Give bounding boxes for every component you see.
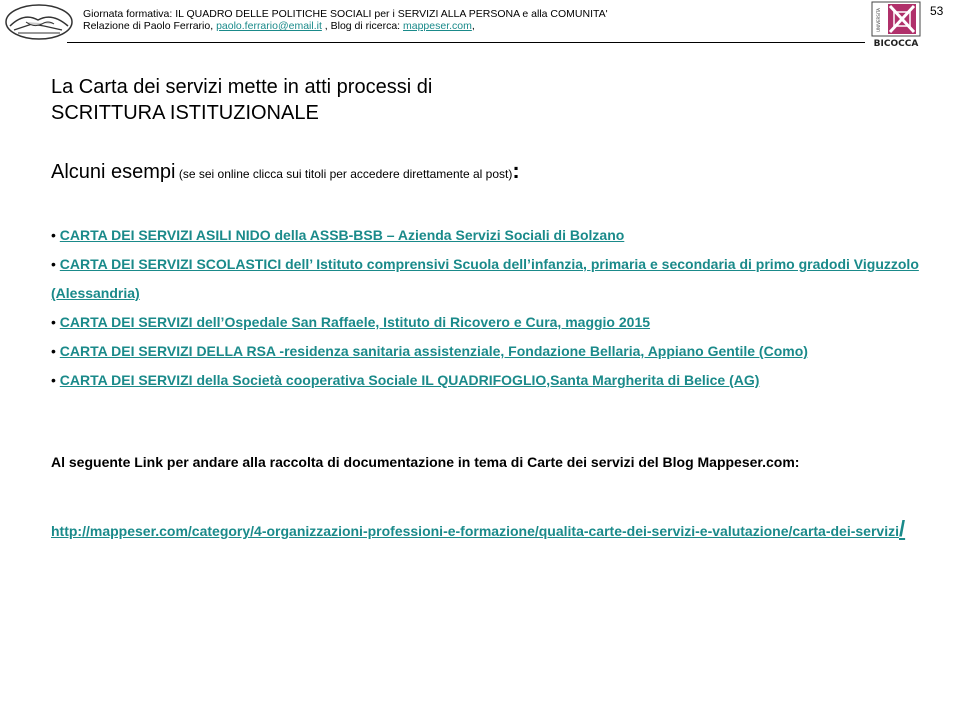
university-crest-icon <box>868 0 924 48</box>
bullet: • <box>51 227 60 243</box>
example-link-servizi-scolastici[interactable]: CARTA DEI SERVIZI SCOLASTICI dell’ Istituto comprensivi Scuola dell’infanzia, primaria e secondaria di primo gradodi Viguzzolo (Alessandria) <box>51 256 919 301</box>
slide-title <box>51 74 432 126</box>
examples-heading-note: (se sei online clicca sui titoli per accedere direttamente al post) <box>175 167 513 181</box>
examples-heading <box>51 158 520 184</box>
example-link-quadrifoglio[interactable]: CARTA DEI SERVIZI della Società cooperativa Sociale IL QUADRIFOGLIO,Santa Margherita di Belice (AG) <box>59 372 760 388</box>
header-line1: Giornata formativa: IL QUADRO DELLE POLITICHE SOCIALI per i SERVIZI ALLA PERSONA e alla COMUNITA' <box>83 8 608 20</box>
examples-list <box>51 221 931 395</box>
logo-right-text: BICOCCA <box>873 39 919 48</box>
slide-header <box>0 0 960 50</box>
page-number: 53 <box>930 4 944 18</box>
footer-note: Al seguente Link per andare alla raccolta di documentazione in tema di Carte dei servizi del Blog Mappeser.com: <box>51 454 800 470</box>
bullet: • <box>51 343 60 359</box>
example-link-asili-nido[interactable]: CARTA DEI SERVIZI ASILI NIDO della ASSB-BSB – Azienda Servizi Sociali di Bolzano <box>59 227 625 243</box>
examples-heading-colon: : <box>512 158 520 183</box>
bullet: • <box>51 314 60 330</box>
example-link-rsa-bellaria[interactable]: CARTA DEI SERVIZI DELLA RSA -residenza sanitaria assistenziale, Fondazione Bellaria, Appiano Gentile (Como) <box>59 343 808 359</box>
bullet: • <box>51 372 60 388</box>
bullet: • <box>51 256 60 272</box>
example-link-san-raffaele[interactable]: CARTA DEI SERVIZI dell’Ospedale San Raffaele, Istituto di Ricovero e Cura, maggio 2015 <box>59 314 651 330</box>
title-line1: La Carta dei servizi mette in atti processi di <box>51 76 433 98</box>
handshake-icon <box>4 2 74 42</box>
email-link[interactable]: paolo.ferrario@email.it <box>216 20 322 32</box>
blog-collection-link[interactable]: http://mappeser.com/category/4-organizzazioni-professioni-e-formazione/qualita-carte-dei-servizi-e-valutazione/carta-dei-servizi <box>51 523 899 539</box>
header-line2 <box>83 20 608 32</box>
list-item <box>51 337 931 366</box>
header-author: Relazione di Paolo Ferrario, <box>83 20 217 32</box>
header-text <box>83 8 608 32</box>
blog-collection-link-block <box>51 510 921 550</box>
list-item <box>51 308 931 337</box>
list-item <box>51 366 931 395</box>
header-blog-prefix: , Blog di ricerca: <box>321 20 403 32</box>
examples-heading-main: Alcuni esempi <box>51 161 176 183</box>
header-suffix: , <box>471 20 475 32</box>
header-divider <box>67 42 865 43</box>
list-item <box>51 221 931 250</box>
list-item <box>51 250 931 308</box>
title-line2: SCRITTURA ISTITUZIONALE <box>51 102 319 124</box>
blog-link[interactable]: mappeser.com <box>403 20 472 32</box>
blog-collection-link-tail[interactable]: / <box>898 516 906 541</box>
svg-text:UNIVERSITA: UNIVERSITA <box>876 8 881 32</box>
